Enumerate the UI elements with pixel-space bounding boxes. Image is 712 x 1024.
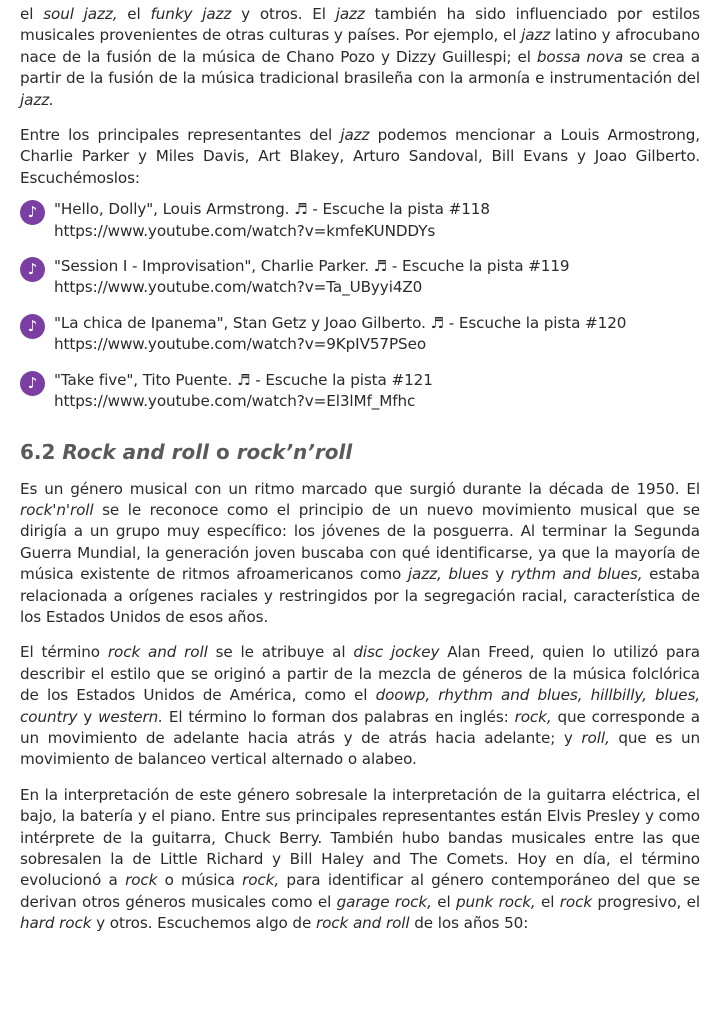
track-item [20,256,700,299]
emphasis-text: rock [125,871,158,890]
document-page [20,4,700,935]
emphasis-text: western. [98,707,163,726]
section-title-connector: o [215,439,230,464]
emphasis-text: funky jazz [150,5,232,23]
track-item [20,199,700,242]
track-url-link[interactable]: https://www.youtube.com/watch?v=kmfeKUNDDYs [54,221,436,240]
emphasis-text: rock, [242,871,280,890]
emphasis-text: rock and roll [107,643,208,662]
track-title: "La chica de Ipanema", Stan Getz y Joao Gilberto. ♬ - Escuche la pista #120 [54,313,627,332]
emphasis-text: garage rock, [336,892,432,911]
music-note-icon[interactable]: ♪ [20,200,45,225]
intro-text-block [20,4,700,189]
track-url-link[interactable]: https://www.youtube.com/watch?v=Ta_UByyi4Z0 [54,278,423,297]
emphasis-text: jazz, blues [407,565,489,584]
section-heading [20,439,700,465]
track-url-link[interactable]: https://www.youtube.com/watch?v=9KpIV57PSeo [54,335,427,354]
emphasis-text: bossa nova [536,47,624,66]
track-item [20,370,700,413]
emphasis-text: rock and roll [315,914,410,933]
emphasis-text: rythm and blues, [510,565,643,584]
emphasis-text: rock [559,892,593,911]
emphasis-text: rock, [514,707,552,726]
paragraph-rock-instruments: En la interpretación de este género sobresale la interpretación de la guitarra eléctrica, el bajo, la batería y el piano. Entre sus principales representantes están Elvis Presley y como intérprete de la guitarra, Chuck Berry. También hubo bandas musicales entre las que sobresalen la de Little Richard y Bill Haley and The Comets. Hoy en día, el término evolucionó a rock o música rock, para identificar al género contemporáneo del que se derivan otros géneros musicales como el garage rock, el punk rock, el rock progresivo, el hard rock y otros. Escuchemos algo de rock and roll de los años 50: [20,785,701,933]
paragraph-jazz-representatives: Entre los principales representantes del jazz podemos mencionar a Louis Armostrong, Charlie Parker y Miles Davis, Art Blakey, Arturo Sandoval, Bill Evans y Joao Gilberto. Escuchémoslos: [20,126,700,187]
emphasis-text: rock'n'roll [20,500,94,519]
section-title-part2: rock’n’roll [236,439,353,464]
track-title: "Hello, Dolly", Louis Armstrong. ♬ - Escuche la pista #118 [54,200,490,219]
emphasis-text: doowp, rhythm and blues, hillbilly, blues, country [20,686,700,726]
emphasis-text: punk rock, [455,892,536,911]
paragraph-rock-origin: Es un género musical con un ritmo marcado que surgió durante la década de 1950. El rock'n'roll se le reconoce como el principio de un nuevo movimiento musical que se dirigía a un grupo muy específico: los jóvenes de la posguerra. Al terminar la Segunda Guerra Mundial, la generación joven buscaba con qué identificarse, ya que la mayoría de música existente de ritmos afroamericanos como jazz, blues y rythm and blues, estaba relacionada a orígenes raciales y restringidos por la segregación racial, característica de los Estados Unidos de esos años. [20,479,700,626]
track-url-link[interactable]: https://www.youtube.com/watch?v=El3lMf_Mfhc [54,392,416,411]
emphasis-text: jazz [521,26,551,45]
paragraph-rock-term: El término rock and roll se le atribuye al disc jockey Alan Freed, quien lo utilizó para describir el estilo que se originó a partir de la mezcla de géneros de la música folclórica de los Estados Unidos de América, como el doowp, rhythm and blues, hillbilly, blues, country y western. El término lo forman dos palabras en inglés: rock, que corresponde a un movimiento de adelante hacia atrás y de atrás hacia adelante; y roll, que es un movimiento de balanceo vertical alternado o alabeo. [20,643,701,769]
music-note-icon[interactable]: ♪ [20,257,45,282]
paragraph-jazz-influences: el soul jazz, el funky jazz y otros. El jazz también ha sido influenciado por estilos musicales provenientes de otras culturas y países. Por ejemplo, el jazz latino y afrocubano nace de la fusión de la música de Chano Pozo y Dizzy Guillespi; el bossa nova se crea a partir de la fusión de la música tradicional brasileña con la armonía e instrumentación del jazz. [20,5,700,109]
emphasis-text: roll, [581,728,610,747]
emphasis-text: jazz. [20,90,54,109]
track-item [20,313,700,356]
track-title: "Session I - Improvisation", Charlie Parker. ♬ - Escuche la pista #119 [54,257,570,276]
track-list [20,199,700,412]
rock-text-block [20,479,700,935]
emphasis-text: jazz [340,126,370,145]
emphasis-text: disc jockey [353,643,440,662]
music-note-icon[interactable]: ♪ [20,314,45,339]
track-title: "Take five", Tito Puente. ♬ - Escuche la pista #121 [54,370,433,389]
section-number: 6.2 [20,439,56,464]
section-title-part1: Rock and roll [62,439,209,464]
emphasis-text: jazz [335,5,365,23]
music-note-icon[interactable]: ♪ [20,371,45,396]
emphasis-text: soul jazz, [43,5,118,23]
emphasis-text: hard rock [20,914,92,933]
